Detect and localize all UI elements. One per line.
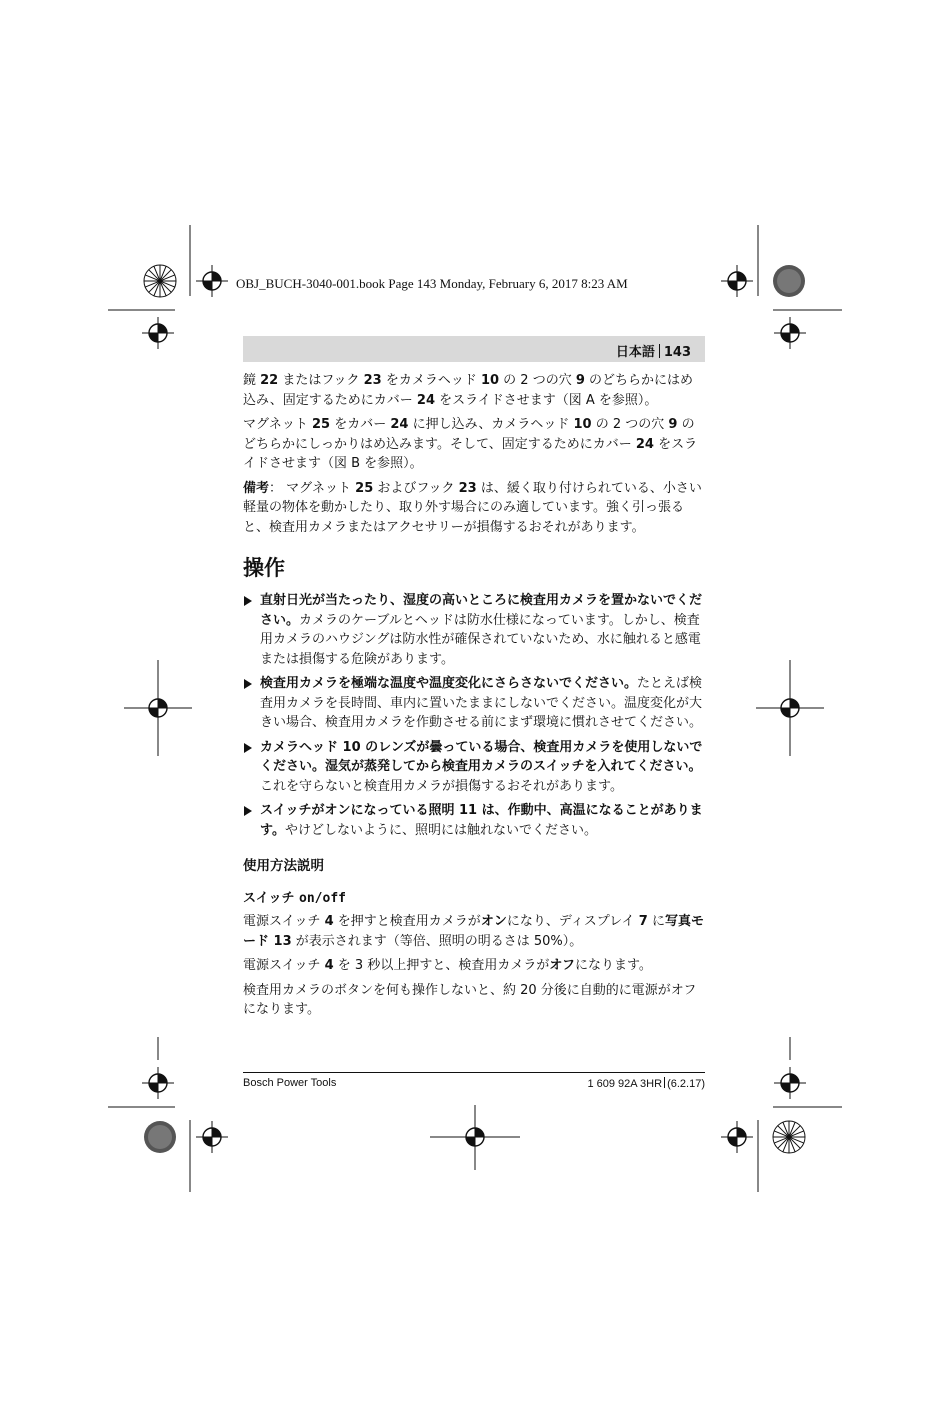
warning-bullet-icon — [244, 679, 252, 689]
text-run: を 3 秒以上押すと、検査用カメラが — [333, 958, 550, 973]
intro-paragraph — [243, 415, 705, 474]
warning-text — [260, 740, 702, 794]
page-number: 143 — [663, 345, 691, 360]
text-run: たとえば検査用カメラを長時間、車内に置いたままにしないでください。温度変化が大きい場合、検査用カメラを作動させる前にまず環境に慣れさせてください。 — [260, 676, 703, 730]
text-run: ： マグネット — [269, 480, 356, 496]
text-run: をスライドさせます（図 A を参照）。 — [435, 392, 658, 408]
bold-text-run: カメラヘッド 10 のレンズが曇っている場合、検査用カメラを使用しないでください。湿気が蒸発してから検査用カメラのスイッチを入れてください。 — [260, 739, 703, 774]
footer-code — [587, 1077, 705, 1090]
warning-bullet-icon — [244, 806, 252, 816]
text-run: のどちらかにはめ込み、固定するためにカバー — [243, 373, 694, 408]
bold-text-run: 4 — [324, 914, 334, 929]
text-run: をカメラヘッド — [381, 373, 481, 388]
bold-text-run: 25 — [312, 417, 331, 432]
note-paragraph — [243, 479, 705, 538]
warning-item — [243, 591, 705, 669]
bold-text-run: 25 — [355, 480, 374, 496]
usage-heading: 使用方法説明 — [243, 858, 324, 874]
bold-text-run: 直射日光が当たったり、湿度の高いところに検査用カメラを置かないでください。 — [260, 593, 703, 628]
bold-text-run: スイッチがオンになっている照明 11 は、作動中、高温になることがあります。 — [260, 803, 703, 838]
text-run: 鏡 — [243, 373, 261, 388]
bold-text-run: 22 — [260, 373, 279, 388]
bold-text-run: 9 — [575, 373, 585, 388]
book-header: OBJ_BUCH-3040-001.book Page 143 Monday, February 6, 2017 8:23 AM — [236, 276, 628, 291]
intro-paragraph — [243, 371, 705, 410]
bold-text-run: 24 — [390, 417, 409, 432]
page-tag-label — [616, 341, 691, 360]
bold-text-run: 写真モード 13 — [243, 914, 704, 949]
bold-text-run: 10 — [573, 417, 592, 432]
warning-text — [260, 803, 703, 838]
switch-paragraph — [243, 956, 705, 976]
text-run: またはフック — [278, 373, 364, 388]
bold-text-run: 23 — [458, 480, 477, 496]
text-run: 電源スイッチ — [243, 914, 325, 929]
footer-doc-code: 1 609 92A 3HR — [587, 1078, 663, 1090]
text-run: をスライドさせます（図 B を参照）。 — [243, 436, 698, 471]
bold-text-run: 備考 — [243, 480, 270, 496]
text-run: は、緩く取り付けられている、小さい軽量の物体を動かしたり、取り外す場合にのみ適しています。強く引っ張ると、検査用カメラまたはアクセサリーが損傷するおそれがあります。 — [243, 480, 702, 535]
text-run: のどちらかにしっかりはめ込みます。そして、固定するためにカバー — [243, 417, 695, 452]
warning-bullet-icon — [244, 596, 252, 606]
text-run: これを守らないと検査用カメラが損傷するおそれがあります。 — [260, 778, 623, 794]
bold-text-run: 10 — [480, 373, 500, 388]
text-run: の 2 つの穴 — [591, 417, 669, 432]
bold-text-run: オン — [480, 914, 507, 929]
text-run: に押し込み、カメラヘッド — [408, 417, 574, 432]
text-run: カメラのケーブルとヘッドは防水仕様になっています。しかし、検査用カメラのハウジングは防水性が確保されていないため、水に触れると感電または損傷する危険があります。 — [260, 612, 701, 667]
warning-item — [243, 738, 705, 797]
bold-text-run: 7 — [638, 914, 648, 929]
footer-publisher: Bosch Power Tools — [243, 1077, 337, 1089]
text-run: が表示されます（等倍、照明の明るさは 50%）。 — [291, 933, 583, 949]
page-language: 日本語 — [615, 345, 655, 360]
text-run: マグネット — [243, 417, 313, 432]
text-run: 電源スイッチ — [243, 958, 325, 973]
text-run: 検査用カメラのボタンを何も操作しないと、約 20 分後に自動的に電源がオフになります。 — [243, 982, 697, 1017]
warning-text — [260, 676, 702, 730]
page-tag — [243, 336, 705, 362]
footer-rule — [243, 1072, 705, 1073]
section-title: 操作 — [243, 556, 285, 580]
text-run: になり、ディスプレイ — [506, 914, 639, 929]
switch-heading — [243, 889, 705, 909]
switch-heading-jp: スイッチ — [243, 890, 295, 906]
bold-text-run: 24 — [416, 392, 436, 408]
bold-text-run: 4 — [324, 958, 334, 973]
text-run: になります。 — [574, 958, 652, 973]
bold-text-run: 9 — [668, 417, 678, 432]
switch-heading-en: on/off — [299, 890, 346, 906]
footer-date: (6.2.17) — [667, 1078, 705, 1090]
text-run: に — [647, 914, 665, 929]
bold-text-run: 検査用カメラを極端な温度や温度変化にさらさないでください。 — [260, 676, 638, 691]
warning-bullet-icon — [244, 743, 252, 753]
warning-item — [243, 674, 705, 733]
text-run: をカバー — [330, 417, 391, 432]
page-content — [243, 371, 705, 1025]
bold-text-run: オフ — [549, 958, 575, 973]
switch-paragraph — [243, 981, 705, 1020]
bold-text-run: 23 — [363, 373, 382, 388]
text-run: やけどしないように、照明には触れないでください。 — [284, 822, 597, 838]
warning-text — [260, 593, 702, 667]
text-run: を押すと検査用カメラが — [333, 914, 481, 929]
switch-paragraph — [243, 912, 705, 951]
warning-item — [243, 801, 705, 840]
text-run: およびフック — [373, 480, 459, 496]
bold-text-run: 24 — [635, 436, 654, 452]
text-run: の 2 つの穴 — [499, 373, 576, 388]
